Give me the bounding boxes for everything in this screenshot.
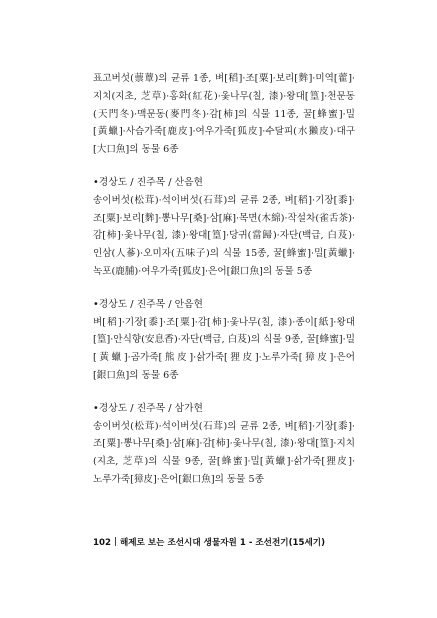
paragraph-aneum: 벼[稻]·기장[黍]·조[粟]·감[柿]·옻나무(칠, 漆)·종이[紙]·왕대[篁]·안식향(安息香)·자단(백급, 白芨)의 식물 9종, 꿀[蜂蜜]·밀[黃蠟]·곰가죽[熊皮]·삵가죽[狸皮]·노루가죽[獐皮]·은어[銀口魚]의 동물 6종 bbox=[93, 316, 355, 381]
section-heading-aneum: •경상도 / 진주목 / 안음현 bbox=[93, 298, 204, 310]
paragraph-samga: 송이버섯(松茸)·석이버섯(石茸)의 균류 2종, 벼[稻]·기장[黍]·조[粟]·뽕나무[桑]·삼[麻]·감[柿]·옻나무(칠, 漆)·왕대[篁]·지치(지초, 芝草)의 식물 9종, 꿀[蜂蜜]·밀[黃蠟]·삵가죽[狸皮]·노루가죽[獐皮]·은어[銀口魚]의 동물 5종 bbox=[93, 420, 355, 485]
document-body bbox=[93, 70, 355, 489]
footer-separator bbox=[115, 537, 116, 546]
section-heading-saneum: •경상도 / 진주목 / 산음현 bbox=[93, 176, 204, 188]
paragraph-intro: 표고버섯(蔈蕈)의 균류 1종, 벼[稻]·조[粟]·보리[麰]·미역[藿]·지치(지초, 芝草)·홍화(紅花)·옻나무(칠, 漆)·왕대[篁]·천문동(天門冬)·맥문동(麥門冬)·감[柿]의 식물 11종, 꿀[蜂蜜]·밀[黃蠟]·사슴가죽[鹿皮]·여우가죽[狐皮]·수달피(水獺皮)·대구[大口魚]의 동물 6종 bbox=[93, 73, 355, 156]
section-gap bbox=[93, 385, 355, 400]
page-footer bbox=[93, 536, 373, 548]
book-title: 해제로 보는 조선시대 생물자원 1 - 조선전기(15세기) bbox=[119, 538, 325, 548]
paragraph-saneum: 송이버섯(松茸)·석이버섯(石茸)의 균류 2종, 벼[稻]·기장[黍]·조[粟]·보리[麰]·뽕나무[桑]·삼[麻]·목면(木綿)·작설차(雀舌茶)·감[柿]·옻나무(칠, 漆)·왕대[篁]·당귀(當歸)·자단(백급, 白芨)·인삼(人蔘)·오미자(五味子)의 식물 15종, 꿀[蜂蜜]·밀[黃蠟]·녹포(鹿脯)·여우가죽[狐皮]·은어[銀口魚]의 동물 5종 bbox=[93, 194, 355, 277]
section-gap bbox=[93, 281, 355, 296]
section-heading-samga: •경상도 / 진주목 / 삼가현 bbox=[93, 402, 204, 414]
page-number: 102 bbox=[93, 538, 111, 548]
section-gap bbox=[93, 159, 355, 174]
